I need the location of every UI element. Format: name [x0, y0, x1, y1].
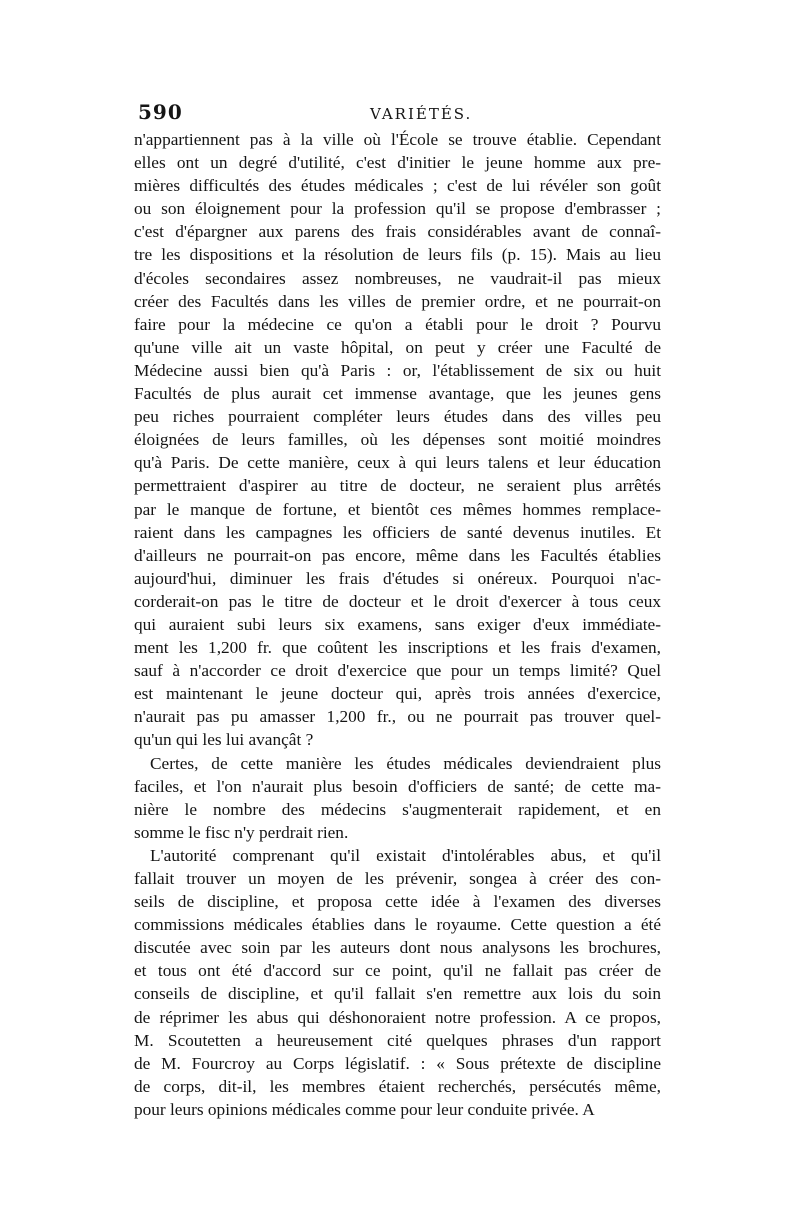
text-line: raient dans les campagnes les officiers de santé devenus inutiles. Et	[134, 522, 661, 542]
text-line: Facultés de plus aurait cet immense avantage, que les jeunes gens	[134, 384, 661, 404]
text-line: éloignées de leurs familles, où les dépenses sont moitié moindres	[134, 430, 661, 450]
text-line: L'autorité comprenant qu'il existait d'intolérables abus, et qu'il	[150, 845, 661, 865]
text-line: de M. Fourcroy au Corps législatif. : « Sous prétexte de discipline	[134, 1053, 661, 1073]
running-head: VARIÉTÉS.	[370, 105, 473, 123]
text-line: faire pour la médecine ce qu'on a établi pour le droit ? Pourvu	[134, 314, 661, 334]
text-line: est maintenant le jeune docteur qui, après trois années d'exercice,	[134, 684, 661, 704]
text-line: Médecine aussi bien qu'à Paris : or, l'établissement de six ou huit	[134, 360, 661, 380]
text-line: M. Scoutetten a heureusement cité quelques phrases d'un rapport	[134, 1030, 661, 1050]
text-line: qui auraient subi leurs six examens, sans exiger d'eux immédiate-	[134, 614, 661, 634]
body-text	[134, 128, 661, 1121]
text-line: mières difficultés des études médicales ; c'est de lui révéler son goût	[134, 176, 661, 196]
text-line: Certes, de cette manière les études médicales deviendraient plus	[150, 753, 661, 773]
text-line: et tous ont été d'accord sur ce point, qu'il ne fallait pas créer de	[134, 961, 661, 981]
text-line: discutée avec soin par les auteurs dont nous analysons les brochures,	[134, 938, 661, 958]
text-line: sauf à n'accorder ce droit d'exercice que pour un temps limité? Quel	[134, 661, 661, 681]
text-line: c'est d'épargner aux parens des frais considérables avant de connaî-	[134, 222, 661, 242]
text-line: qu'un qui les lui avançât ?	[134, 730, 314, 750]
text-line: qu'à Paris. De cette manière, ceux à qui leurs talens et leur éducation	[134, 453, 661, 473]
text-line: somme le fisc n'y perdrait rien.	[134, 822, 349, 842]
text-line: pour leurs opinions médicales comme pour leur conduite privée. A	[134, 1099, 595, 1119]
text-line: n'appartiennent pas à la ville où l'École se trouve établie. Cependant	[134, 130, 661, 149]
text-line: seils de discipline, et proposa cette idée à l'examen des diverses	[134, 892, 661, 912]
text-line: par le manque de fortune, et bientôt ces mêmes hommes remplace-	[134, 499, 661, 519]
text-line: permettraient d'aspirer au titre de docteur, ne seraient plus arrêtés	[134, 476, 661, 496]
text-line: corderait-on pas le titre de docteur et le droit d'exercer à tous ceux	[134, 591, 661, 611]
paragraph	[134, 844, 661, 1121]
paragraph	[134, 752, 661, 844]
text-line: d'ailleurs ne pourrait-on pas encore, même dans les Facultés établies	[134, 545, 661, 565]
text-line: qu'une ville ait un vaste hôpital, on peut y créer une Faculté de	[134, 337, 661, 357]
text-line: nière le nombre des médecins s'augmenterait rapidement, et en	[134, 799, 661, 819]
text-line: elles ont un degré d'utilité, c'est d'initier le jeune homme aux pre-	[134, 153, 661, 173]
text-line: conseils de discipline, et qu'il fallait s'en remettre aux lois du soin	[134, 984, 661, 1004]
page-number: 590	[138, 100, 183, 124]
text-line: faciles, et l'on n'aurait plus besoin d'officiers de santé; de cette ma-	[134, 776, 661, 796]
text-line: commissions médicales établies dans le royaume. Cette question a été	[134, 915, 661, 935]
paragraph	[134, 128, 661, 752]
text-line: n'aurait pas pu amasser 1,200 fr., ou ne pourrait pas trouver quel-	[134, 707, 661, 727]
text-line: ment les 1,200 fr. que coûtent les inscriptions et les frais d'examen,	[134, 638, 661, 658]
text-line: tre les dispositions et la résolution de leurs fils (p. 15). Mais au lieu	[134, 245, 661, 265]
text-line: peu riches pourraient compléter leurs études dans des villes peu	[134, 407, 661, 427]
text-line: aujourd'hui, diminuer les frais d'études si onéreux. Pourquoi n'ac-	[134, 568, 661, 588]
text-line: de corps, dit-il, les membres étaient recherchés, persécutés même,	[134, 1076, 661, 1096]
page-header	[138, 100, 658, 130]
text-line: ou son éloignement pour la profession qu'il se propose d'embrasser ;	[134, 199, 661, 219]
text-line: créer des Facultés dans les villes de premier ordre, et ne pourrait-on	[134, 291, 661, 311]
text-line: d'écoles secondaires assez nombreuses, ne vaudrait-il pas mieux	[134, 268, 661, 288]
text-line: fallait trouver un moyen de les prévenir, songea à créer des con-	[134, 869, 661, 888]
text-line: de réprimer les abus qui déshonoraient notre profession. A ce propos,	[134, 1007, 661, 1027]
